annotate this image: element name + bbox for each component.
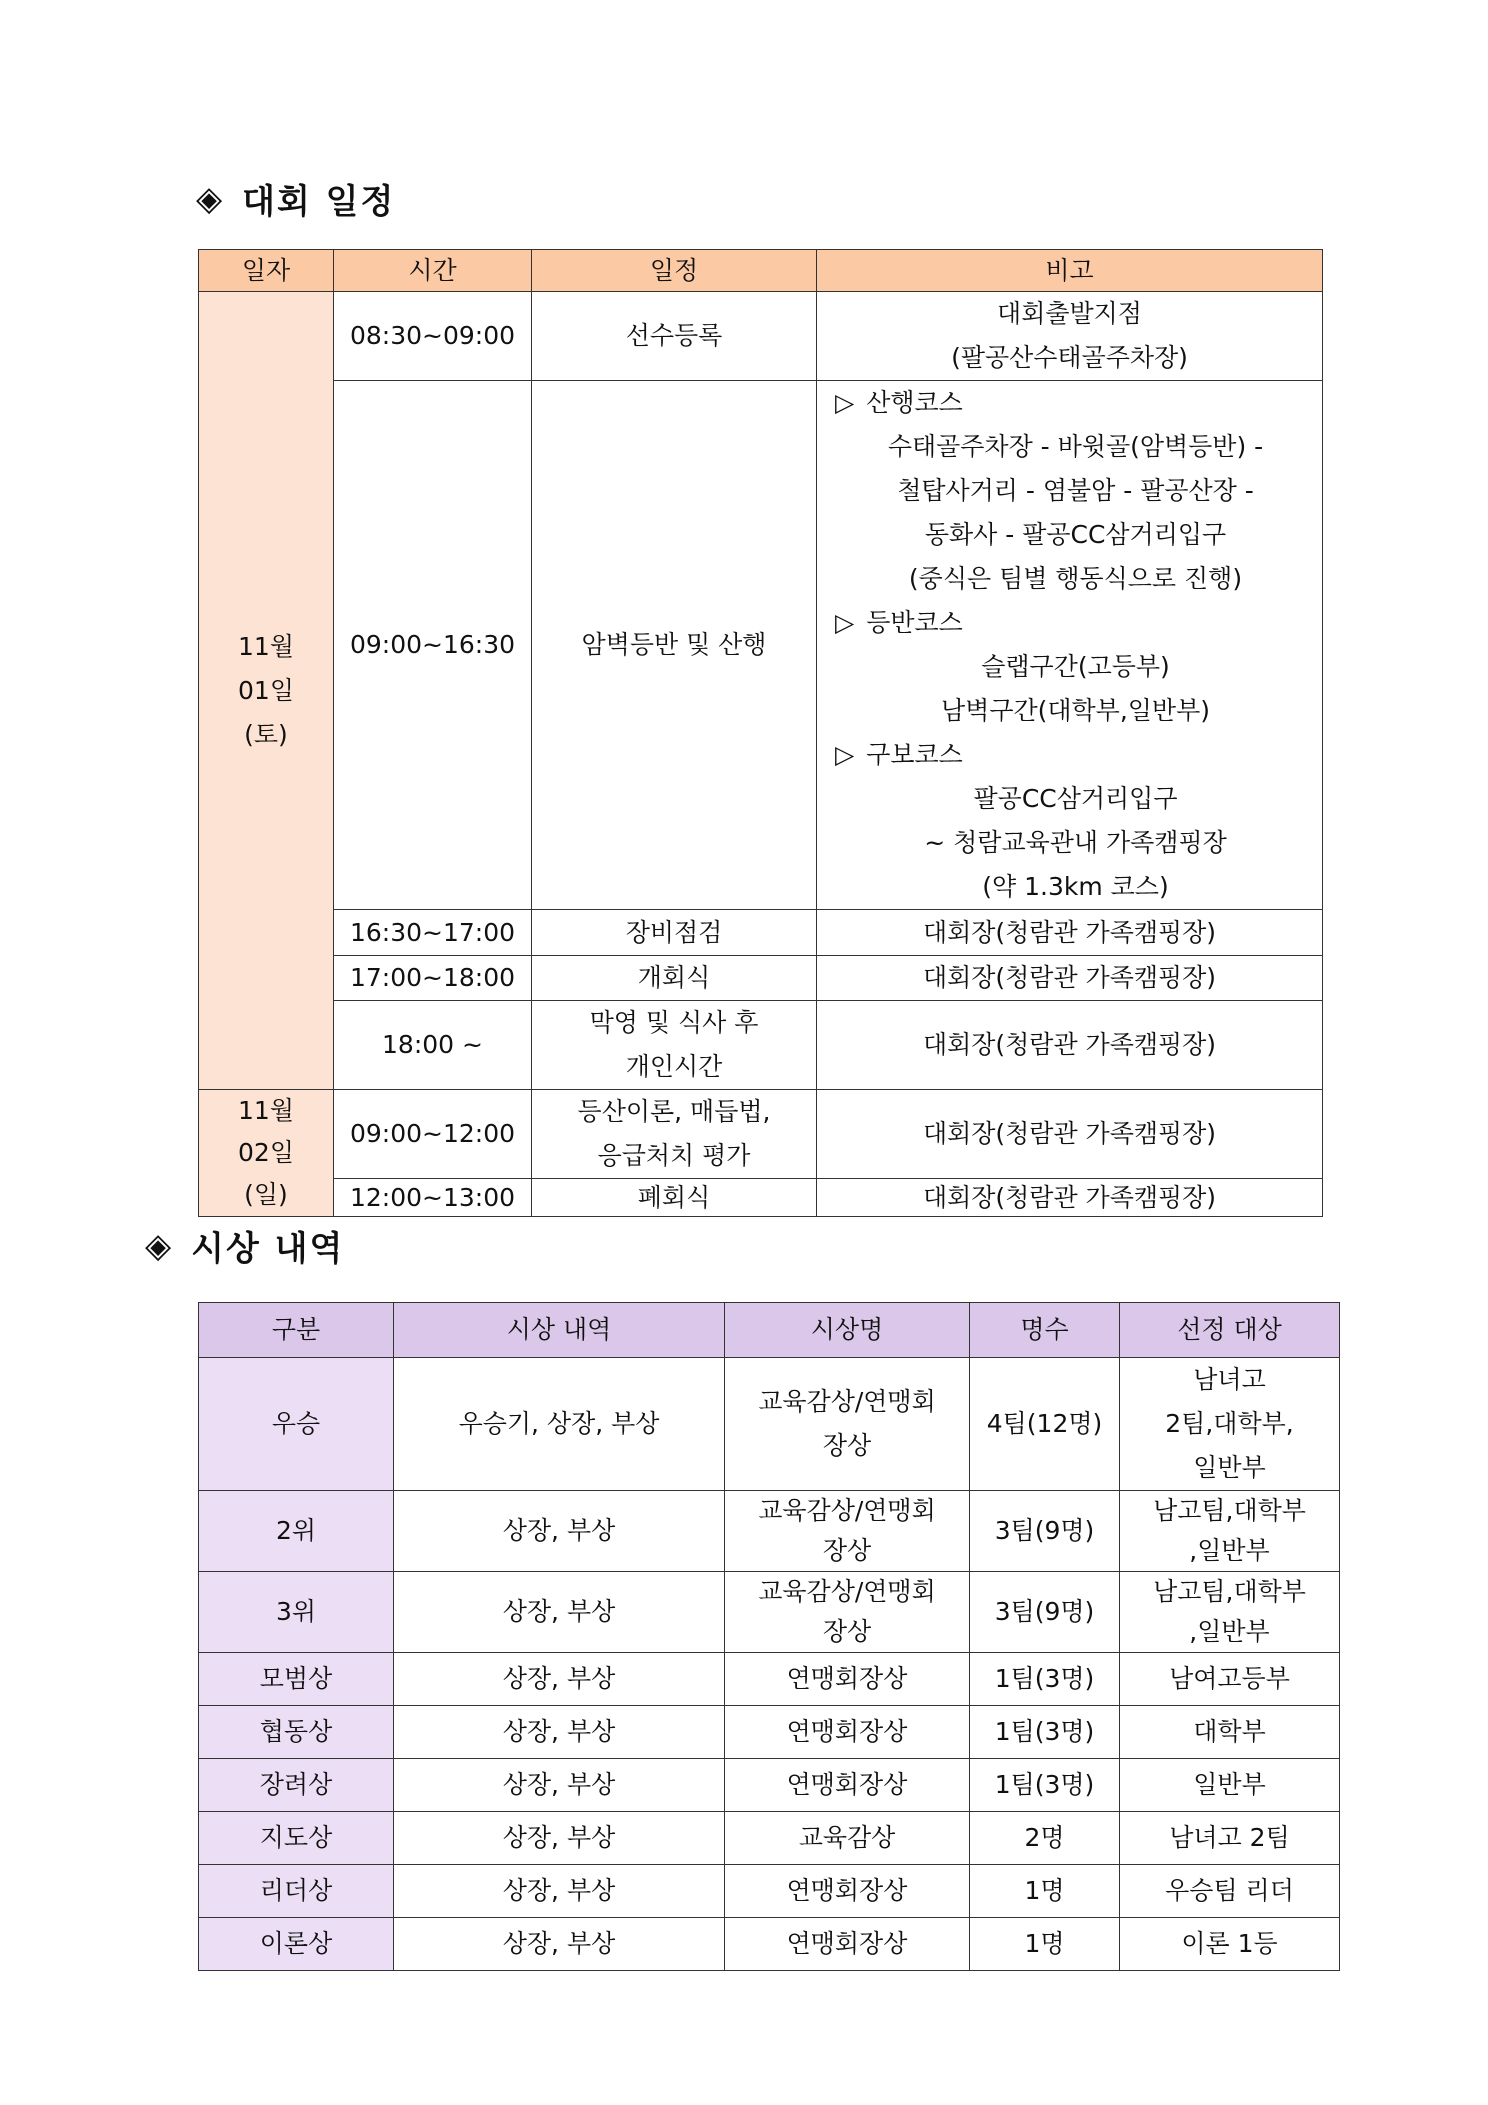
count-cell: 3팀(9명) [970,1491,1120,1572]
date-day: 01일 [238,675,294,705]
course-heading-running [835,733,1316,777]
table-row [199,381,1323,910]
time-cell: 17:00~18:00 [334,956,532,1001]
award-name-cell [725,1572,970,1653]
table-row [199,1491,1340,1572]
table-row [199,910,1323,956]
count-cell: 1명 [970,1918,1120,1971]
note-cell: 대회장(청람관 가족캠핑장) [817,1090,1323,1179]
target-line: 남고팀,대학부 [1153,1496,1306,1525]
table-row [199,1572,1340,1653]
course-name: 산행코스 [866,388,963,417]
award-name-cell: 연맹회장상 [725,1759,970,1812]
prize-cell: 상장, 부상 [394,1572,725,1653]
time-cell: 09:00~12:00 [334,1090,532,1179]
prize-cell: 상장, 부상 [394,1759,725,1812]
course-line: 슬랩구간(고등부) [981,652,1170,681]
header-target: 선정 대상 [1120,1303,1340,1358]
category-cell: 이론상 [199,1918,394,1971]
table-row [199,1090,1323,1179]
note-cell: 대회장(청람관 가족캠핑장) [817,910,1323,956]
target-cell: 이론 1등 [1120,1918,1340,1971]
course-line: 수태골주차장 - 바윗골(암벽등반) - [887,432,1264,461]
award-name-cell [725,1358,970,1491]
note-cell: 대회장(청람관 가족캠핑장) [817,1179,1323,1217]
note-line: 대회출발지점 [997,299,1142,328]
table-row [199,1812,1340,1865]
time-cell: 16:30~17:00 [334,910,532,956]
award-line: 장상 [822,1431,872,1460]
award-line: 교육감상/연맹회 [758,1496,936,1525]
category-cell: 우승 [199,1358,394,1491]
award-line: 교육감상/연맹회 [758,1577,936,1606]
schedule-header-row [199,250,1323,292]
count-cell: 1팀(3명) [970,1653,1120,1706]
event-line: 막영 및 식사 후 [589,1008,759,1037]
target-cell: 일반부 [1120,1759,1340,1812]
target-cell: 우승팀 리더 [1120,1865,1340,1918]
course-heading-climbing [835,601,1316,645]
target-line: 2팀,대학부, [1165,1409,1294,1438]
award-line: 장상 [822,1617,872,1646]
award-name-cell: 연맹회장상 [725,1653,970,1706]
target-line: ,일반부 [1189,1617,1270,1646]
course-line: ~ 청람교육관내 가족캠핑장 [924,828,1227,857]
course-line: 동화사 - 팔공CC삼거리입구 [924,520,1227,549]
table-row [199,1759,1340,1812]
triangle-right-icon: ▷ [835,388,855,417]
schedule-table [198,249,1323,1217]
category-cell: 지도상 [199,1812,394,1865]
awards-header-row [199,1303,1340,1358]
date-month: 11월 [238,631,294,661]
table-row [199,956,1323,1001]
note-line: (팔공산수태골주차장) [951,343,1188,372]
target-cell: 남여고등부 [1120,1653,1340,1706]
award-name-cell [725,1491,970,1572]
triangle-right-icon: ▷ [835,740,855,769]
time-cell: 08:30~09:00 [334,292,532,381]
table-row [199,1358,1340,1491]
diamond-bullet-icon: ◈ [145,1225,174,1266]
event-cell: 선수등록 [532,292,817,381]
date-cell-day2 [199,1090,334,1217]
event-line: 응급처치 평가 [597,1141,751,1170]
header-time: 시간 [334,250,532,292]
target-line: 일반부 [1193,1453,1266,1482]
course-line: (중식은 팀별 행동식으로 진행) [908,564,1243,593]
course-line: 철탑사거리 - 염불암 - 팔공산장 - [897,476,1254,505]
note-cell [817,292,1323,381]
target-cell: 대학부 [1120,1706,1340,1759]
prize-cell: 상장, 부상 [394,1706,725,1759]
count-cell: 4팀(12명) [970,1358,1120,1491]
event-cell: 장비점검 [532,910,817,956]
table-row [199,1865,1340,1918]
date-weekday: (일) [244,1180,288,1209]
count-cell: 1명 [970,1865,1120,1918]
time-cell: 18:00 ~ [334,1001,532,1090]
target-line: 남녀고 [1193,1365,1266,1394]
header-count: 명수 [970,1303,1120,1358]
note-cell: 대회장(청람관 가족캠핑장) [817,956,1323,1001]
awards-title: 시상 내역 [191,1229,345,1269]
prize-cell: 상장, 부상 [394,1918,725,1971]
award-line: 교육감상/연맹회 [758,1387,936,1416]
award-name-cell: 교육감상 [725,1812,970,1865]
course-line: 남벽구간(대학부,일반부) [941,696,1210,725]
header-award-name: 시상명 [725,1303,970,1358]
course-name: 등반코스 [866,608,963,637]
count-cell: 3팀(9명) [970,1572,1120,1653]
header-date: 일자 [199,250,334,292]
date-cell-day1 [199,292,334,1090]
header-category: 구분 [199,1303,394,1358]
count-cell: 2명 [970,1812,1120,1865]
target-cell: 남녀고 2팀 [1120,1812,1340,1865]
prize-cell: 상장, 부상 [394,1812,725,1865]
schedule-title: 대회 일정 [242,182,396,222]
category-cell: 3위 [199,1572,394,1653]
event-line: 개인시간 [625,1052,723,1081]
award-name-cell: 연맹회장상 [725,1865,970,1918]
date-day: 02일 [238,1138,294,1167]
prize-cell: 상장, 부상 [394,1865,725,1918]
time-cell: 12:00~13:00 [334,1179,532,1217]
category-cell: 모범상 [199,1653,394,1706]
table-row [199,1918,1340,1971]
event-cell [532,1001,817,1090]
schedule-heading [196,174,395,223]
event-cell: 개회식 [532,956,817,1001]
table-row [199,1653,1340,1706]
course-line: 팔공CC삼거리입구 [973,784,1178,813]
header-prize: 시상 내역 [394,1303,725,1358]
course-line: (약 1.3km 코스) [982,872,1169,901]
category-cell: 장려상 [199,1759,394,1812]
count-cell: 1팀(3명) [970,1759,1120,1812]
course-name: 구보코스 [866,740,963,769]
target-cell [1120,1491,1340,1572]
award-line: 장상 [822,1536,872,1565]
prize-cell: 상장, 부상 [394,1653,725,1706]
prize-cell: 우승기, 상장, 부상 [394,1358,725,1491]
event-cell: 폐회식 [532,1179,817,1217]
table-row [199,1706,1340,1759]
category-cell: 2위 [199,1491,394,1572]
header-event: 일정 [532,250,817,292]
count-cell: 1팀(3명) [970,1706,1120,1759]
target-line: ,일반부 [1189,1536,1270,1565]
event-cell [532,1090,817,1179]
category-cell: 협동상 [199,1706,394,1759]
awards-table [198,1302,1340,1971]
award-name-cell: 연맹회장상 [725,1706,970,1759]
event-cell: 암벽등반 및 산행 [532,381,817,910]
target-cell [1120,1572,1340,1653]
diamond-bullet-icon: ◈ [196,178,225,219]
target-cell [1120,1358,1340,1491]
date-month: 11월 [238,1096,294,1125]
table-row [199,1179,1323,1217]
note-cell: 대회장(청람관 가족캠핑장) [817,1001,1323,1090]
header-note: 비고 [817,250,1323,292]
awards-heading [145,1221,344,1270]
prize-cell: 상장, 부상 [394,1491,725,1572]
date-weekday: (토) [244,719,288,749]
table-row [199,1001,1323,1090]
course-note-cell [817,381,1323,910]
award-name-cell: 연맹회장상 [725,1918,970,1971]
target-line: 남고팀,대학부 [1153,1577,1306,1606]
course-heading-hiking [835,381,1316,425]
time-cell: 09:00~16:30 [334,381,532,910]
triangle-right-icon: ▷ [835,608,855,637]
event-line: 등산이론, 매듭법, [577,1097,771,1126]
category-cell: 리더상 [199,1865,394,1918]
table-row [199,292,1323,381]
